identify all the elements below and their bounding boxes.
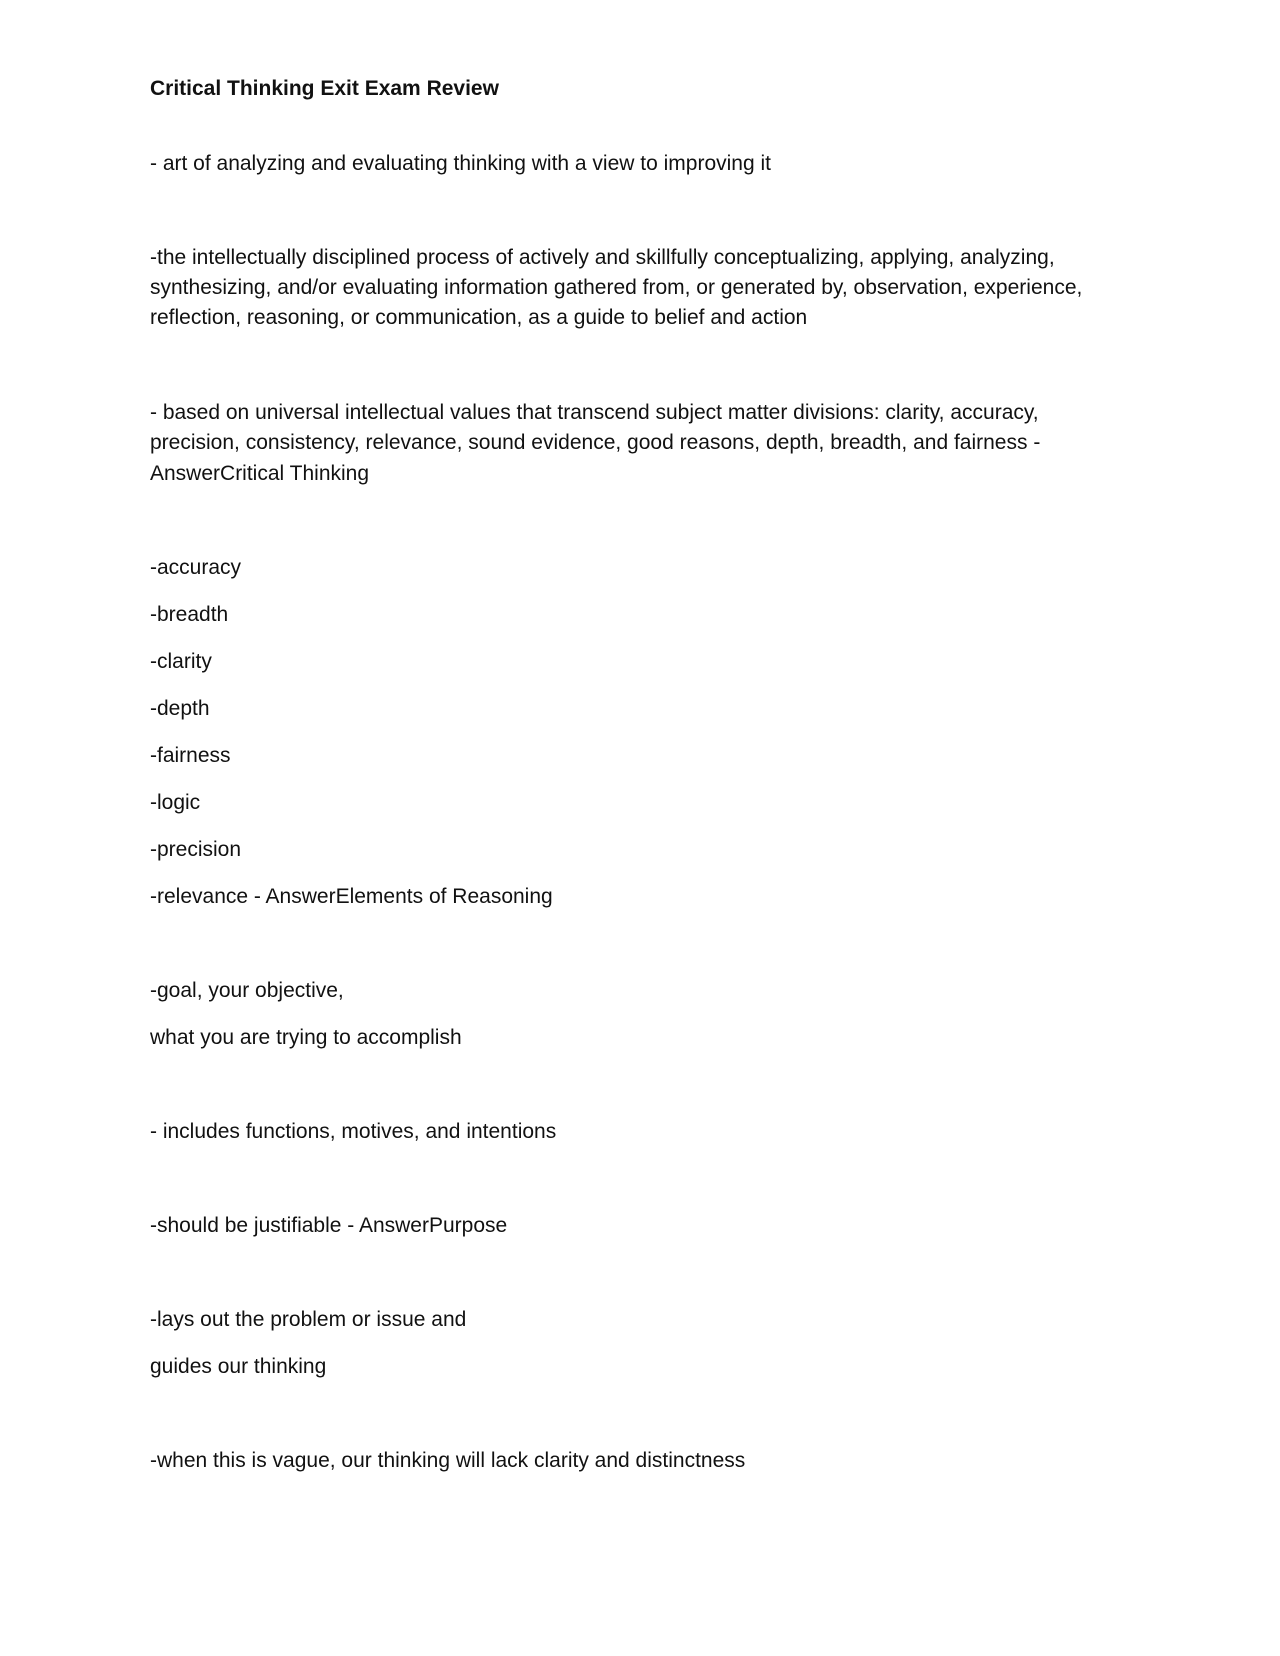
text-line: what you are trying to accomplish: [150, 1026, 462, 1049]
text-line: -lays out the problem or issue and: [150, 1308, 467, 1331]
text-line: AnswerCritical Thinking: [150, 462, 370, 485]
list-item: -fairness: [150, 744, 231, 767]
text-line: reflection, reasoning, or communication, as a guide to belief and action: [150, 306, 808, 329]
list-item: -accuracy: [150, 556, 242, 579]
text-line: - based on universal intellectual values that transcend subject matter divisions: clarity, accuracy,: [150, 401, 1039, 424]
text-line: -when this is vague, our thinking will lack clarity and distinctness: [150, 1449, 746, 1472]
list-item: -depth: [150, 697, 210, 720]
document-title: Critical Thinking Exit Exam Review: [150, 77, 499, 100]
text-line: -should be justifiable - AnswerPurpose: [150, 1214, 508, 1237]
list-item: -relevance - AnswerElements of Reasoning: [150, 885, 553, 908]
list-item: -precision: [150, 838, 242, 861]
text-line: - art of analyzing and evaluating thinking with a view to improving it: [150, 152, 771, 175]
text-line: - includes functions, motives, and intentions: [150, 1120, 557, 1143]
text-line: guides our thinking: [150, 1355, 327, 1378]
list-item: -clarity: [150, 650, 212, 673]
list-item: -logic: [150, 791, 201, 814]
text-line: synthesizing, and/or evaluating information gathered from, or generated by, observation, experience,: [150, 276, 1083, 299]
text-line: precision, consistency, relevance, sound evidence, good reasons, depth, breadth, and fairness -: [150, 431, 1041, 454]
text-line: -goal, your objective,: [150, 979, 344, 1002]
list-item: -breadth: [150, 603, 229, 626]
text-line: -the intellectually disciplined process of actively and skillfully conceptualizing, applying, analyzing,: [150, 246, 1055, 269]
